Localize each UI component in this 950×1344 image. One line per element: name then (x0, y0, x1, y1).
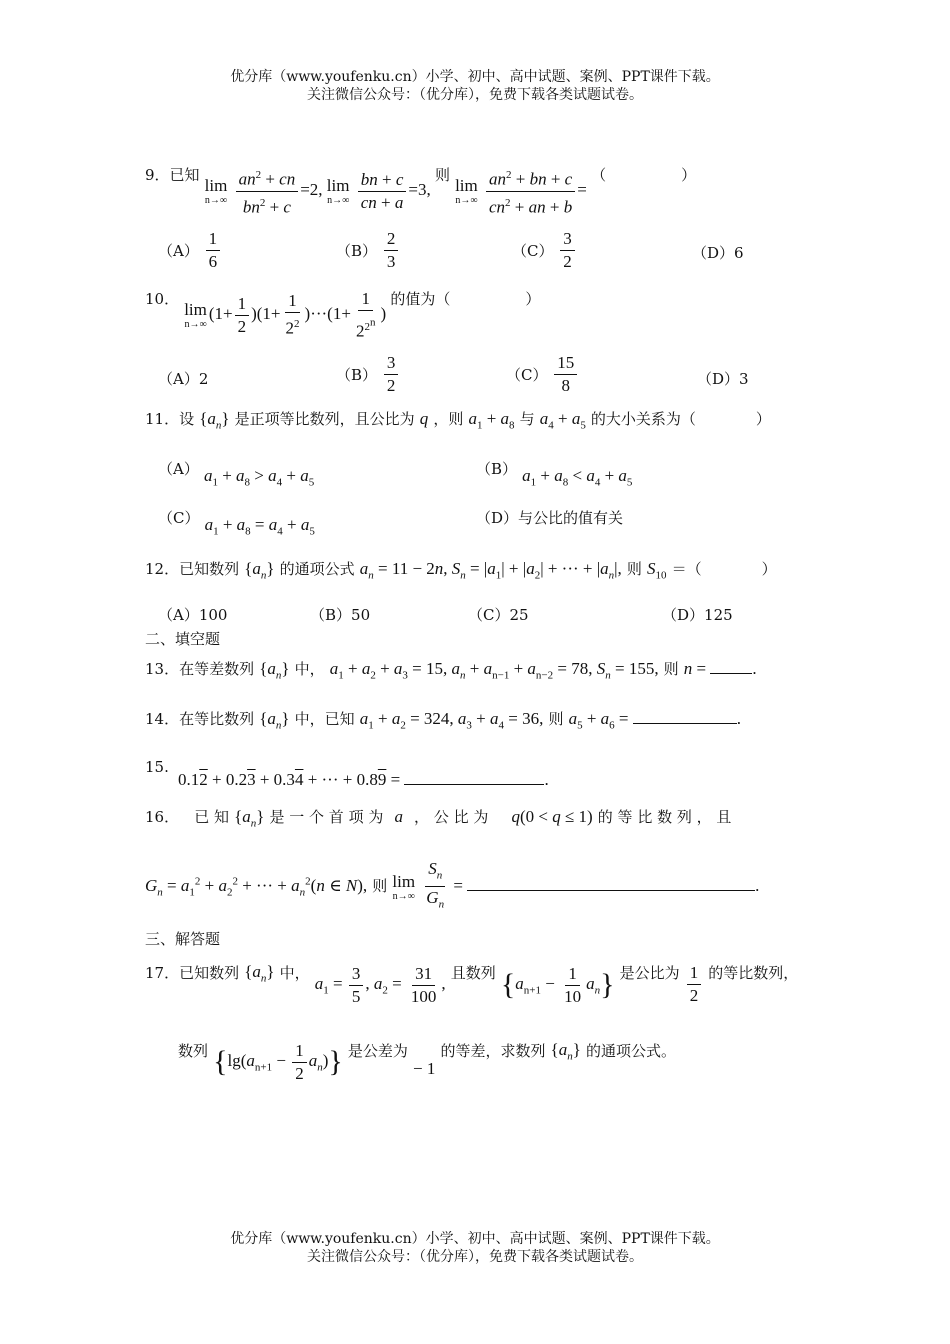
q11-option-d: （D）与公比的值有关 (476, 509, 624, 527)
section-answer: 三、解答题 (145, 930, 221, 948)
q10-formula: lim n→∞ (1+ $\frac{1}{2}$ )(1+ $\frac{1}{2^2}$ )···(1+ $\frac{1}{2^{2^n}}$ ) (184, 289, 391, 341)
section-fill-in: 二、填空题 (145, 630, 221, 648)
question-16: 16． 已 知 $\{a_n\}$ 是 一 个 首 项 为 a ， 公 比 为 q(0 < q ≤ 1) 的 等 比 数 列 ， 且 (145, 807, 732, 830)
footer-line-1: 优分库（www.youfenku.cn）小学、初中、高中试题、案例、PPT课件下载。 (230, 1231, 720, 1247)
q9-formula-2: lim n→∞ $\frac{an^2 + bn + c}{cn^2 + an + b}$ = (455, 180, 591, 199)
q9-option-b: （B） $\frac{2}{3}$ (336, 228, 400, 273)
q10-option-a: （A）2 (158, 370, 209, 388)
q11-option-b: （B） $a_1 + a_8 < a_4 + a_5$ (476, 460, 633, 489)
header-line-1: 优分库（www.youfenku.cn）小学、初中、高中试题、案例、PPT课件下载。 (230, 69, 720, 85)
q15-formula: 0.12 + 0.23 + 0.34 + ··· + 0.89 = . (178, 770, 549, 789)
question-14: 14．在等比数列 $\{a_n\}$ 中，已知 $a_1 + a_2 = 324$, $a_3 + a_4 = 36$, 则 $a_5 + a_6$ = . (145, 709, 741, 732)
footer-line-2: 关注微信公众号：（优分库），免费下载各类试题试卷。 (307, 1249, 643, 1265)
q17-line-2: 数列 {$\lg(a_{n+1}$ − $\frac{1}{2}$ $a_n$)} 是公差为 − 1 的等差，求数列 $\{a_n\}$ 的通项公式。 (178, 1040, 676, 1083)
q9-option-a: （A） $\frac{1}{6}$ (158, 228, 222, 273)
header-line-2: 关注微信公众号：（优分库），免费下载各类试题试卷。 (307, 87, 643, 103)
q10-option-d: （D）3 (697, 370, 749, 388)
question-13: 13．在等差数列 $\{a_n\}$ 中， $a_1 + a_2 + a_3 = 15$, $a_n + a_{n-1} + a_{n-2} = 78$, $S_n = 155$, 则 n = . (145, 659, 757, 682)
q12-option-c: （C）25 (468, 606, 529, 624)
q9-then: 则 (434, 166, 450, 184)
q12-option-b: （B）50 (310, 606, 371, 624)
q15-number: 15. (145, 758, 169, 776)
q11-option-a: （A） $a_1 + a_8 > a_4 + a_5$ (158, 460, 315, 489)
q10-option-c: （C） $\frac{15}{8}$ (506, 352, 579, 397)
q9-number: 9．已知 (145, 166, 200, 184)
q9-paren: （ ） (591, 166, 697, 184)
q9-formula-1: lim n→∞ $\frac{an^2 + cn}{bn^2 + c}$ =2, lim n→∞ $\frac{bn + c}{cn + a}$ =3, (205, 180, 435, 199)
q9-option-c: （C） $\frac{3}{2}$ (512, 228, 577, 273)
q10-option-b: （B） $\frac{3}{2}$ (336, 352, 400, 397)
q10-number: 10． (145, 290, 180, 308)
question-12: 12．已知数列 $\{a_n\}$ 的通项公式 $a_n = 11 - 2n$, $S_n = |a_1| + |a_2|$ + ··· + $|a_n|$, 则 $S_{10}$ ＝（ ） (145, 559, 777, 582)
q12-option-d: （D）125 (662, 606, 733, 624)
q10-suffix: 的值为（ ） (390, 290, 541, 308)
q12-option-a: （A）100 (158, 606, 228, 624)
q16-line-2: $G_n = a_1^2 + a_2^2$ + ··· + $a_n^2(n$ ∈ N), 则 lim n→∞ $\frac{S_n}{G_n}$ = . (145, 859, 760, 911)
question-10 (145, 288, 540, 342)
q9-option-d: （D）6 (692, 244, 744, 262)
question-9 (145, 164, 696, 218)
q11-option-c: （C） $a_1 + a_8 = a_4 + a_5$ (158, 509, 315, 538)
question-17: 17．已知数列 $\{a_n\}$ 中， $a_1$ = $\frac{3}{5}$ , $a_2$ = $\frac{31}{100}$ , 且数列 {$a_{n+1}$ − $\frac{1}{10}$ $a_n$} 是公比为 $\frac{1}{2}$ 的等比数列， (145, 962, 799, 1006)
question-11: 11．设 $\{a_n\}$ 是正项等比数列，且公比为 q ，则 $a_1 + a_8$ 与 $a_4 + a_5$ 的大小关系为（ ） (145, 409, 771, 432)
